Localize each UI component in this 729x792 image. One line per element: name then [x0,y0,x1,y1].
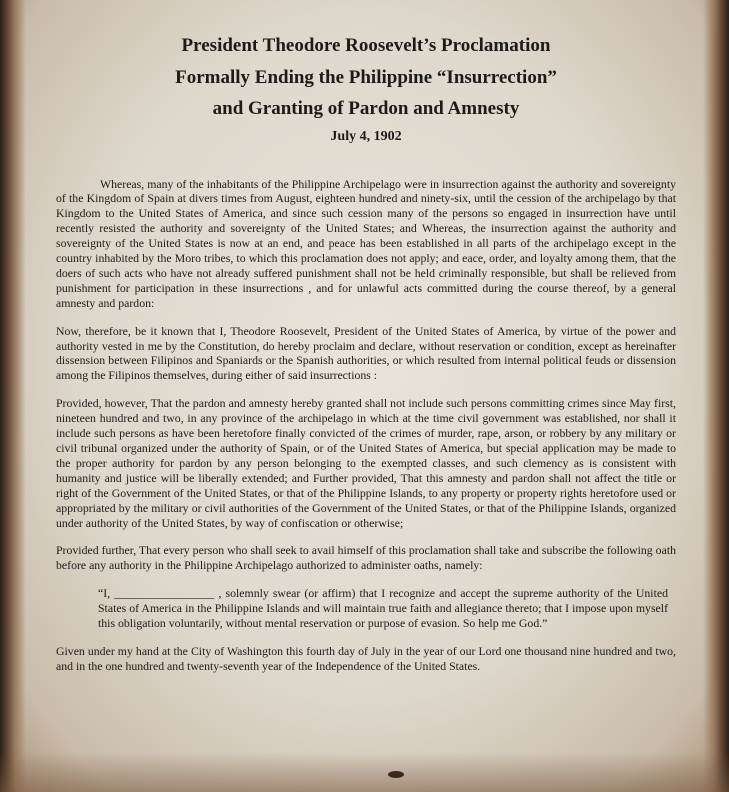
paragraph-now-therefore: Now, therefore, be it known that I, Theodore Roosevelt, President of the United States of America, by virtue of the power and authority vested in me by the Constitution, do hereby proclaim and declare, without reservation or condition, except as hereinafter dissension between Filipinos and Spaniards or the Spanish authorities, or which resulted from internal political feuds or dissension among the Filipinos themselves, during either of said insurrections : [56,323,676,383]
burnt-edge-left [0,0,26,792]
stained-edge-bottom [0,752,729,792]
burnt-edge-right [703,0,729,792]
title-line-2: Formally Ending the Philippine “Insurrection” [175,66,557,88]
paragraph-whereas: Whereas, many of the inhabitants of the Philippine Archipelago were in insurrection against the authority and sovereignty of the Kingdom of Spain at divers times from August, eighteen hundred and ninety-six, until the cession of the archipelago by that Kingdom to the United States of America, and since such cession many of the persons so engaged in insurrection have until recently resisted the authority and sovereignty of the United States; and Whereas, the insurrection against the authority and sovereignty of the United States is now at an end, and peace has been established in all parts of the archipelago except in the country inhabited by the Moro tribes, to which this proclamation does not apply; and eace, order, and loyalty among them, that the doers of such acts who have not already suffered punishment shall not be held criminally responsible, but shall be relieved from punishment for participation in these insurrections , and for unlawful acts committed during the course thereof, by a general amnesty and pardon: [56,176,676,310]
title-line-1: President Theodore Roosevelt’s Proclamation [181,35,551,56]
ink-blot [388,771,404,778]
document-title [56,30,676,125]
paragraph-provided-however: Provided, however, That the pardon and amnesty hereby granted shall not include such persons committing crimes since May first, nineteen hundred and two, in any province of the archipelago in which at the time civil government was established, nor shall it include such persons as have been heretofore finally convicted of the crimes of murder, rape, arson, or robbery by any military or civil tribunal organized under the authority of Spain, or of the United States of America, but special application may be made to the proper authority for pardon by any person belonging to the exempted classes, and such clemency as is consistent with humanity and justice will be liberally extended; and Further provided, That this amnesty and pardon shall not affect the title or right of the Government of the United States, or that of the Philippine Islands, to any property or property rights heretofore used or appropriated by the military or civil authorities of the Government of the United States, or that of the Philippine Islands, organized under authority of the United States, by way of confiscation or otherwise; [56,396,676,530]
paragraph-provided-further: Provided further, That every person who shall seek to avail himself of this proclamation shall take and subscribe the following oath before any authority in the Philippine Archipelago authorized to administer oaths, namely: [56,543,676,573]
title-line-3: and Granting of Pardon and Amnesty [212,98,520,119]
document-body [56,177,676,674]
paragraph-given: Given under my hand at the City of Washington this fourth day of July in the year of our Lord one thousand nine hundred and two, and in the one hundred and twenty-seventh year of the Independence of the United States. [56,643,676,673]
document-content [56,30,676,687]
paragraph-oath: “I, _________________ , solemnly swear (or affirm) that I recognize and accept the supreme authority of the United States of America in the Philippine Islands and will maintain true faith and allegiance thereto; that I impose upon myself this obligation voluntarily, without mental reservation or purpose of evasion. So help me God.” [98,586,668,631]
document-date: July 4, 1902 [330,128,402,144]
